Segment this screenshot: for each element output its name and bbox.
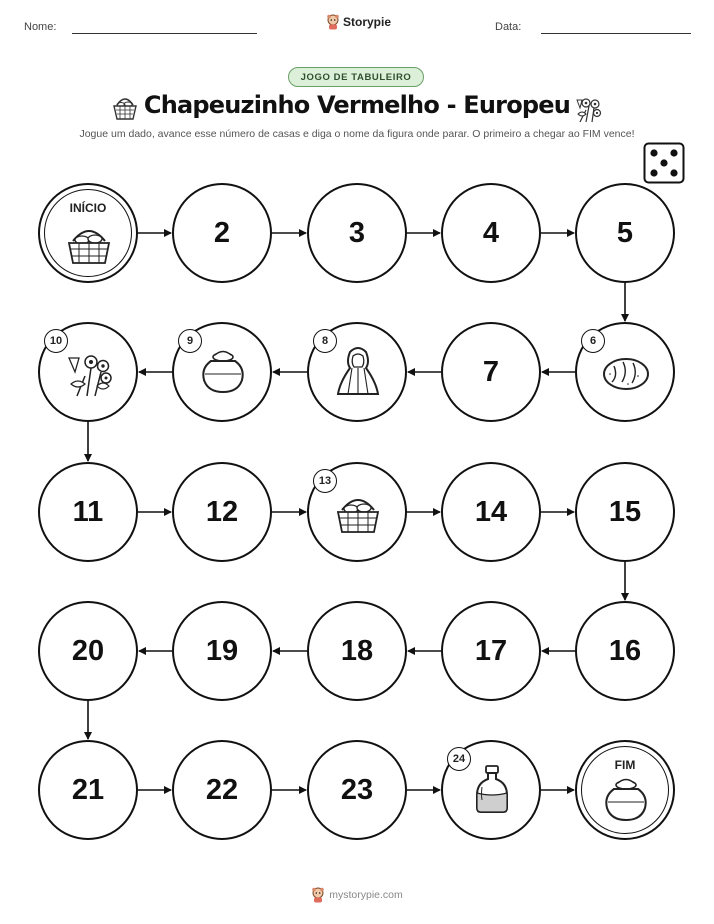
board-space-17 xyxy=(441,601,541,701)
board-space-2 xyxy=(172,183,272,283)
board-space-21 xyxy=(38,740,138,840)
finish-label: FIM xyxy=(614,758,636,772)
footer-url: mystorypie.com xyxy=(329,889,403,901)
honey-pot-icon xyxy=(598,772,654,828)
board-space-24 xyxy=(441,740,541,840)
space-number: 23 xyxy=(340,773,374,806)
start-label: INÍCIO xyxy=(69,201,107,215)
space-number: 20 xyxy=(71,634,105,667)
space-number: 7 xyxy=(482,355,500,388)
space-number-badge: 24 xyxy=(447,747,471,771)
board-space-8 xyxy=(307,322,407,422)
space-number: 4 xyxy=(482,216,500,249)
finish-space xyxy=(575,740,675,840)
space-number: 17 xyxy=(474,634,508,667)
board-space-23 xyxy=(307,740,407,840)
potion-bottle-icon xyxy=(464,762,520,818)
space-number: 12 xyxy=(205,495,239,528)
board-space-16 xyxy=(575,601,675,701)
category-tag: JOGO DE TABULEIRO xyxy=(288,67,424,87)
space-number: 14 xyxy=(474,495,508,528)
space-number: 5 xyxy=(616,216,634,249)
brand-name: Storypie xyxy=(343,15,392,29)
basket-icon xyxy=(61,215,117,271)
space-number-badge: 6 xyxy=(581,329,605,353)
space-number: 2 xyxy=(213,216,231,249)
space-number-badge: 10 xyxy=(44,329,68,353)
page-title: Chapeuzinho Vermelho - Europeu xyxy=(143,91,571,119)
footer xyxy=(0,887,714,903)
space-number-badge: 8 xyxy=(313,329,337,353)
board-space-13 xyxy=(307,462,407,562)
flowers-icon xyxy=(61,344,117,400)
board-space-9 xyxy=(172,322,272,422)
bread-icon xyxy=(598,344,654,400)
start-space xyxy=(38,183,138,283)
space-number: 22 xyxy=(205,773,239,806)
board-space-10 xyxy=(38,322,138,422)
space-number: 15 xyxy=(608,495,642,528)
board-space-19 xyxy=(172,601,272,701)
board-space-7 xyxy=(441,322,541,422)
name-label: Nome: xyxy=(24,21,57,33)
board-space-11 xyxy=(38,462,138,562)
space-number: 16 xyxy=(608,634,642,667)
board-space-5 xyxy=(575,183,675,283)
space-number: 18 xyxy=(340,634,374,667)
instructions-text: Jogue um dado, avance esse número de casas e diga o nome da figura onde parar. O primeiro a chegar ao FIM vence! xyxy=(79,128,635,140)
space-number-badge: 13 xyxy=(313,469,337,493)
board-space-6 xyxy=(575,322,675,422)
board-space-15 xyxy=(575,462,675,562)
red-cloak-icon xyxy=(330,344,386,400)
board-space-4 xyxy=(441,183,541,283)
board-space-14 xyxy=(441,462,541,562)
board-space-3 xyxy=(307,183,407,283)
honey-pot-icon xyxy=(195,344,251,400)
space-number-badge: 9 xyxy=(178,329,202,353)
board-space-20 xyxy=(38,601,138,701)
board-space-18 xyxy=(307,601,407,701)
board-space-12 xyxy=(172,462,272,562)
storypie-mascot-icon xyxy=(311,887,325,903)
space-number: 3 xyxy=(348,216,366,249)
basket-icon xyxy=(330,484,386,540)
space-number: 11 xyxy=(72,495,104,528)
board-space-22 xyxy=(172,740,272,840)
space-number: 19 xyxy=(205,634,239,667)
space-number: 21 xyxy=(71,773,105,806)
date-label: Data: xyxy=(495,21,522,33)
